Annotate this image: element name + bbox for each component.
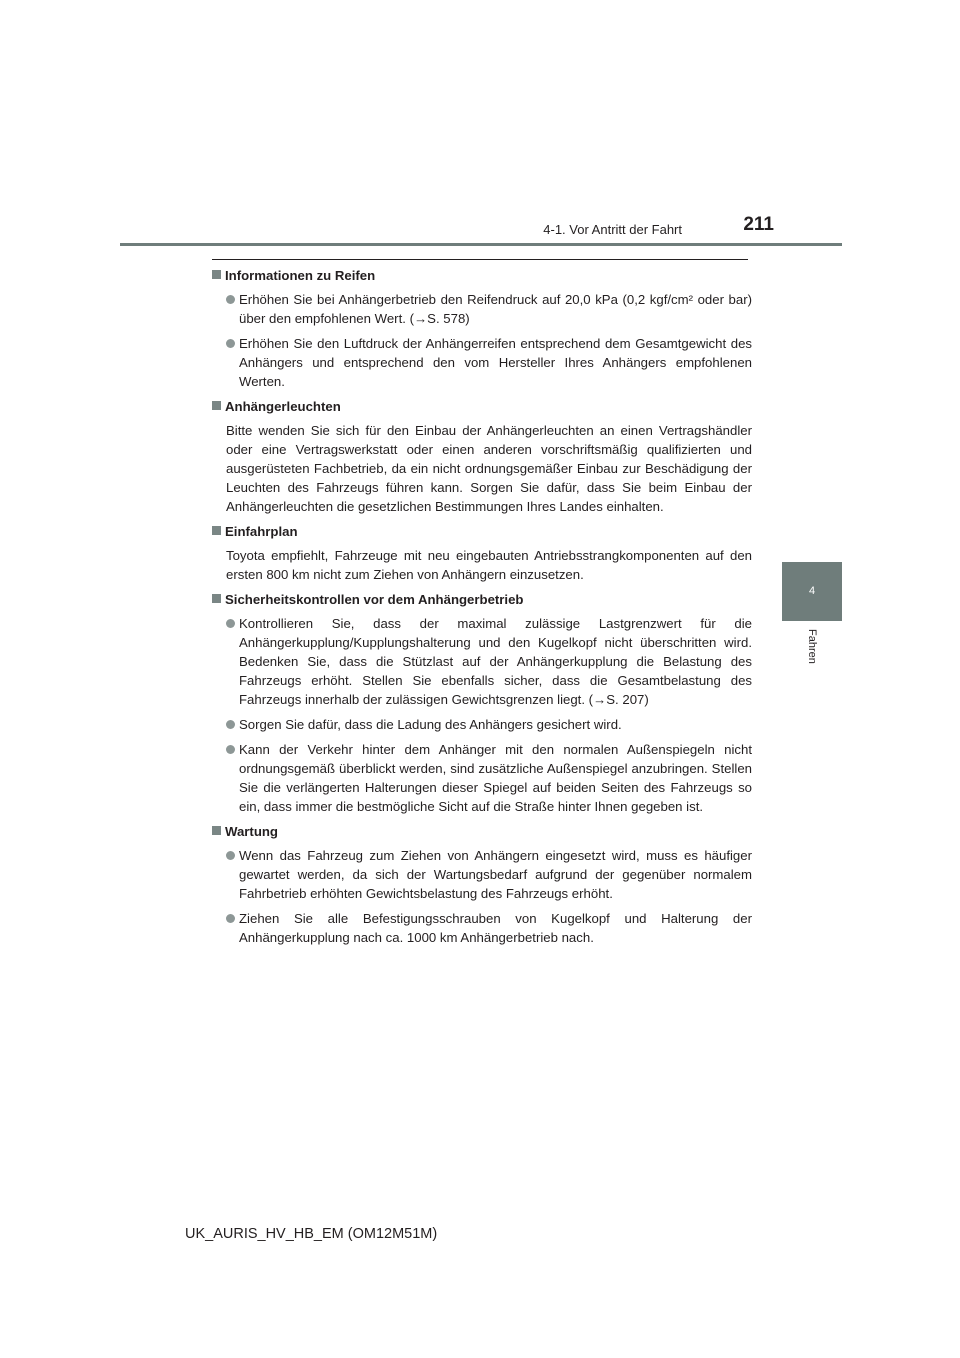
square-bullet-icon <box>212 401 221 410</box>
section-heading <box>212 266 752 285</box>
round-bullet-icon <box>226 619 235 628</box>
square-bullet-icon <box>212 826 221 835</box>
section-heading <box>212 397 752 416</box>
round-bullet-icon <box>226 295 235 304</box>
chapter-label-box <box>782 621 842 681</box>
section-heading <box>212 590 752 609</box>
list-item-text: Erhöhen Sie bei Anhängerbetrieb den Reifendruck auf 20,0 kPa (0,2 kgf/cm² oder bar) über den empfohlenen Wert. (→S. 578) <box>239 292 752 326</box>
section-heading-text: Einfahrplan <box>225 524 298 539</box>
section-heading <box>212 822 752 841</box>
round-bullet-icon <box>226 914 235 923</box>
list-item-text: Sorgen Sie dafür, dass die Ladung des Anhängers gesichert wird. <box>239 717 622 732</box>
list-item-text: Kann der Verkehr hinter dem Anhänger mit den normalen Außenspiegeln nicht ordnungsgemäß überblickt werden, sind zusätzliche Außenspiegel anzubringen. Stellen Sie die verlängerten Halterungen dieser Spiegel auf beiden Seiten des Fahrzeugs so ein, dass immer die bestmögliche Sicht auf die Straße hinter Ihnen gegeben ist. <box>239 742 752 814</box>
list-item-text: Kontrollieren Sie, dass der maximal zulässige Lastgrenzwert für die Anhängerkupplung/Kupplungshalterung und den Kugelkopf nicht überschritten wird. Bedenken Sie, dass die Stützlast auf der Anhängerkupplung die Belastung des Fahrzeugs erhöht. Stellen Sie ebenfalls sicher, dass die Gesamtbelastung des Fahrzeugs innerhalb der zulässigen Gewichtsgrenzen liegt. (→S. 207) <box>239 616 752 707</box>
list-item <box>212 909 752 947</box>
section-heading <box>212 522 752 541</box>
section-heading-text: Wartung <box>225 824 278 839</box>
section-heading-text: Sicherheitskontrollen vor dem Anhängerbetrieb <box>225 592 524 607</box>
round-bullet-icon <box>226 720 235 729</box>
footer-document-id: UK_AURIS_HV_HB_EM (OM12M51M) <box>185 1226 438 1242</box>
list-item-text: Ziehen Sie alle Befestigungsschrauben von Kugelkopf und Halterung der Anhängerkupplung nach ca. 1000 km Anhängerbetrieb nach. <box>239 911 752 945</box>
round-bullet-icon <box>226 851 235 860</box>
section-heading-text: Anhängerleuchten <box>225 399 341 414</box>
chapter-number: 4 <box>808 585 816 597</box>
square-bullet-icon <box>212 594 221 603</box>
header-section-title: 4-1. Vor Antritt der Fahrt <box>543 222 682 237</box>
round-bullet-icon <box>226 339 235 348</box>
list-item <box>212 290 752 328</box>
round-bullet-icon <box>226 745 235 754</box>
list-item <box>212 846 752 903</box>
list-item <box>212 715 752 734</box>
list-item <box>212 334 752 391</box>
square-bullet-icon <box>212 270 221 279</box>
list-item-text: Wenn das Fahrzeug zum Ziehen von Anhängern eingesetzt wird, muss es häufiger gewartet werden, da sich der Wartungsbedarf aufgrund der gegenüber normalem Fahrbetrieb erhöhten Gewichtsbelastung des Fahrzeugs erhöht. <box>239 848 752 901</box>
page-number: 211 <box>743 214 774 235</box>
list-item <box>212 740 752 816</box>
section-paragraph: Bitte wenden Sie sich für den Einbau der Anhängerleuchten an einen Vertragshändler oder eine Vertragswerkstatt oder einen anderen vorschriftsmäßig qualifizierten und ausgerüsteten Fachbetrieb, da ein nicht ordnungsgemäßer Einbau zur Beschädigung der Leuchten des Fahrzeugs führen kann. Sorgen Sie dafür, dass Sie beim Einbau der Anhängerleuchten die gesetzlichen Bestimmungen Ihres Landes einhalten. <box>226 423 752 514</box>
chapter-tab <box>782 562 842 621</box>
content-top-rule <box>212 259 748 260</box>
list-item-text: Erhöhen Sie den Luftdruck der Anhängerreifen entsprechend dem Gesamtgewicht des Anhängers und entsprechend den vom Hersteller Ihres Anhängers empfohlenen Werten. <box>239 336 752 389</box>
header-divider <box>120 243 842 246</box>
section-paragraph: Toyota empfiehlt, Fahrzeuge mit neu eingebauten Antriebsstrangkomponenten auf den ersten 800 km nicht zum Ziehen von Anhängern einzusetzen. <box>226 548 752 582</box>
page-content <box>212 266 752 953</box>
square-bullet-icon <box>212 526 221 535</box>
chapter-label: Fahren <box>806 629 818 664</box>
list-item <box>212 614 752 709</box>
section-heading-text: Informationen zu Reifen <box>225 268 376 283</box>
